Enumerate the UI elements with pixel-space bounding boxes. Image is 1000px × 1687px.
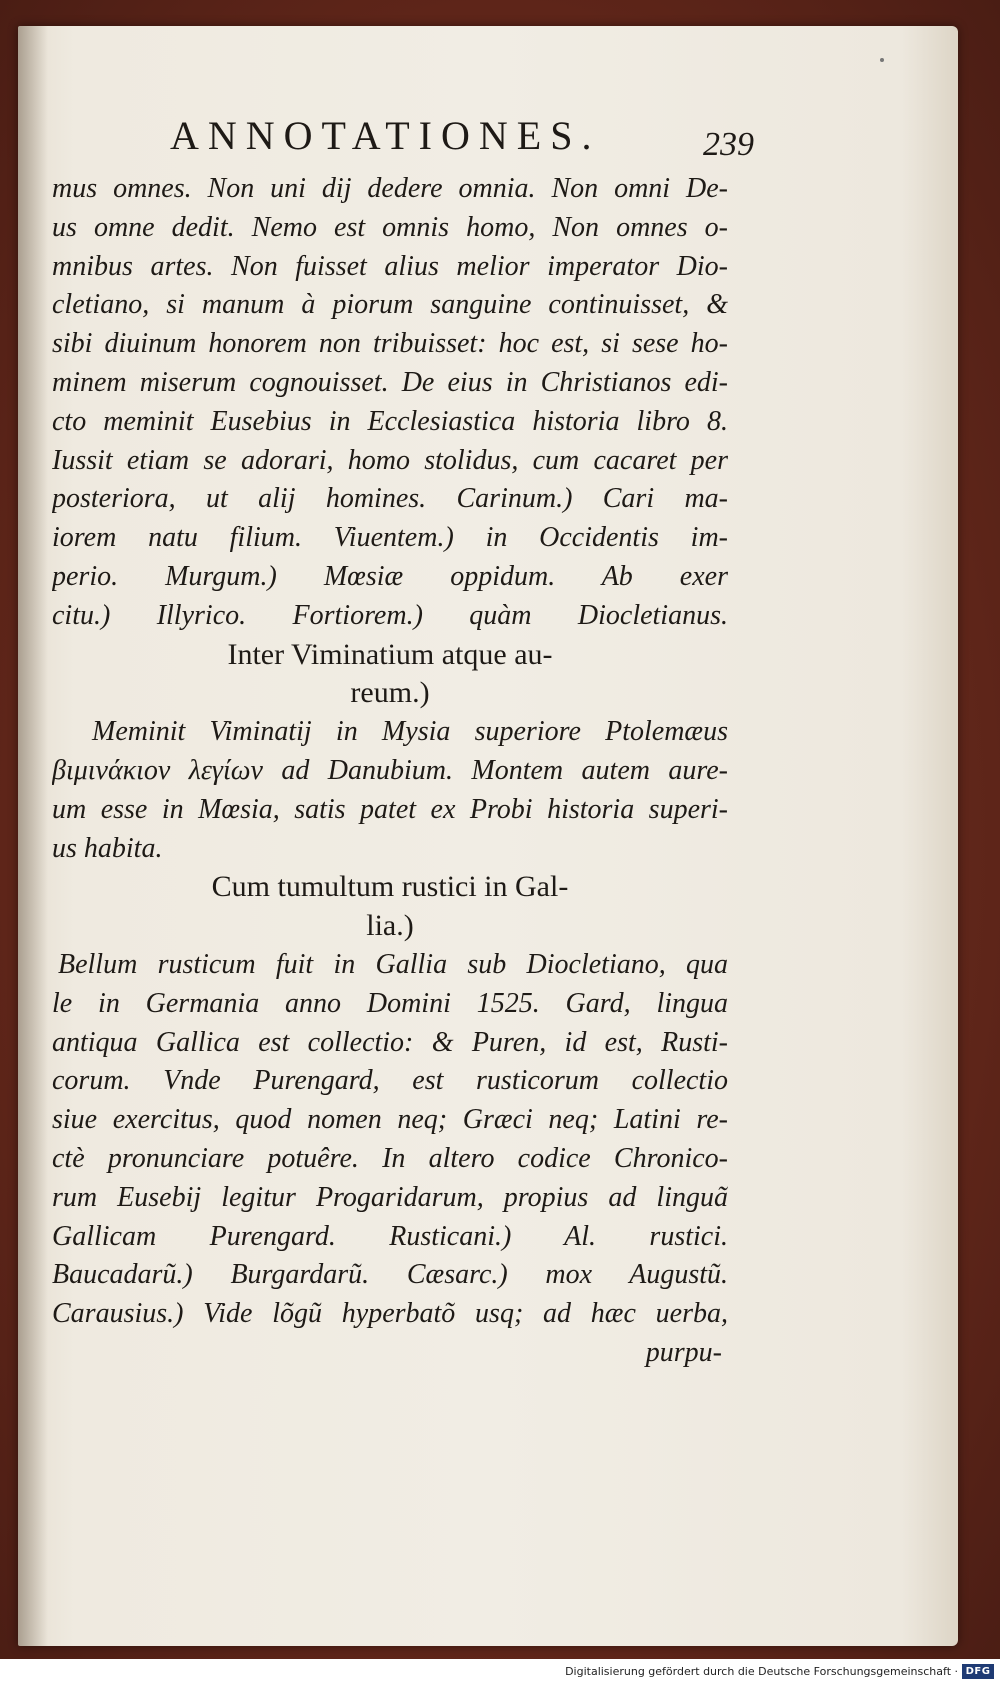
text-line: ctè pronunciare potuêre. In altero codice Chronico- (52, 1142, 728, 1174)
text-line: um esse in Mœsia, satis patet ex Probi historia superi- (52, 793, 728, 825)
text-line: siue exercitus, quod nomen neq; Græci neq; Latini re- (52, 1104, 728, 1136)
text-line: cto meminit Eusebius in Ecclesiastica historia libro 8. (52, 405, 728, 437)
text-line: Baucadarũ.) Burgardarũ. Cæsarc.) mox Augustũ. (52, 1259, 728, 1291)
text-line: citu.) Illyrico. Fortiorem.) quàm Diocletianus. (52, 599, 728, 631)
text-line: Meminit Viminatij in Mysia superiore Ptolemæus (92, 716, 728, 748)
text-line: cletiano, si manum à piorum sanguine continuisset, & (52, 289, 728, 321)
text-line: antiqua Gallica est collectio: & Puren, id est, Rusti- (52, 1026, 728, 1058)
section-heading-cont: reum.) (350, 676, 430, 710)
text-line: corum. Vnde Purengard, est rusticorum collectio (52, 1065, 728, 1097)
text-line: minem miserum cognouisset. De eius in Christianos edi- (52, 366, 728, 398)
text-line: iorem natu filium. Viuentem.) in Occidentis im- (52, 522, 728, 554)
text-line: rum Eusebij legitur Progaridarum, propius ad linguã (52, 1181, 728, 1213)
text-line: Iussit etiam se adorari, homo stolidus, cum cacaret per (52, 444, 728, 476)
digitization-footer (0, 1659, 1000, 1687)
text-line: mus omnes. Non uni dij dedere omnia. Non omni De- (52, 173, 728, 204)
text-line: βιμινάκιον λεγίων ad Danubium. Montem autem aure- (52, 754, 728, 786)
section-heading-cont: lia.) (366, 909, 414, 943)
page-number: 239 (703, 126, 754, 163)
running-title: ANNOTATIONES. (170, 113, 601, 158)
text-line: perio. Murgum.) Mœsiæ oppidum. Ab exer (52, 560, 728, 592)
body-text (52, 170, 728, 1373)
text-line: sibi diuinum honorem non tribuisset: hoc est, si sese ho- (52, 328, 728, 360)
spine-shadow (18, 26, 48, 1646)
text-line: le in Germania anno Domini 1525. Gard, lingua (52, 987, 728, 1019)
section-heading: Cum tumultum rustici in Gal- (211, 870, 569, 904)
page-header (170, 112, 760, 162)
text-line: Bellum rusticum fuit in Gallia sub Diocletiano, qua (58, 948, 728, 980)
catchword: purpu- (645, 1336, 722, 1368)
section-heading: Inter Viminatium atque au- (227, 637, 553, 671)
paper-speck (880, 58, 884, 62)
text-line: Gallicam Purengard. Rusticani.) Al. rustici. (52, 1220, 728, 1252)
text-line: Carausius.) Vide lõgũ hyperbatõ usq; ad hæc uerba, (52, 1298, 728, 1330)
text-line: mnibus artes. Non fuisset alius melior imperator Dio- (52, 250, 728, 282)
text-line: us habita. (52, 832, 163, 864)
dfg-logo: DFG (962, 1664, 994, 1679)
text-line: us omne dedit. Nemo est omnis homo, Non omnes o- (52, 211, 728, 243)
footer-credit: Digitalisierung gefördert durch die Deutsche Forschungsgemeinschaft · (565, 1665, 958, 1678)
text-line: posteriora, ut alij homines. Carinum.) Cari ma- (52, 483, 728, 515)
